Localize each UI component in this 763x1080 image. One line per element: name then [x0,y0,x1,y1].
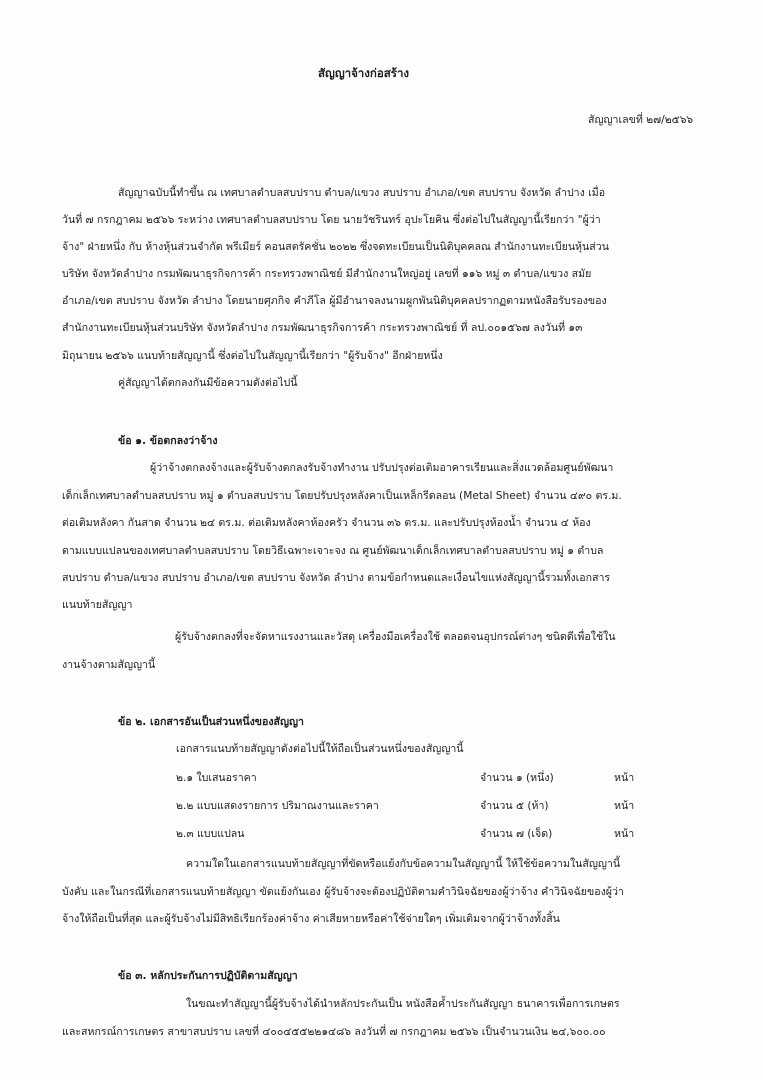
contract-number: สัญญาเลขที่ ๒๗/๒๕๖๖ [588,114,694,126]
clause2-line: บังคับ และในกรณีที่เอกสารแนบท้ายสัญญา ขัดแย้งกันเอง ผู้รับจ้างจะต้องปฏิบัติตามคำวินิจฉัยของผู้ว่าจ้าง คำวินิจฉัยของผู้ว่า [62,886,624,898]
clause3-heading: ข้อ ๓. หลักประกันการปฏิบัติตามสัญญา [118,970,298,982]
attachment-count: จำนวน ๑ (หนึ่ง) [480,772,554,784]
clause1-line: ต่อเติมหลังคา กันสาด จำนวน ๒๔ ตร.ม. ต่อเติมหลังคาห้องครัว จำนวน ๓๖ ตร.ม. และปรับปรุงห้องน้ำ จำนวน ๔ ห้อง [62,517,591,529]
attachment-unit: หน้า [614,772,635,784]
attachment-name: ๒.๑ ใบเสนอราคา [176,772,257,784]
preamble-line: จ้าง" ฝ่ายหนึ่ง กับ ห้างหุ้นส่วนจำกัด พรีเมียร์ คอนสตรัคชั่น ๒๐๒๒ ซึ่งจดทะเบียนเป็นนิติบุคคลณ สำนักงานทะเบียนหุ้นส่วน [62,241,609,253]
attachment-unit: หน้า [614,828,635,840]
clause3-line: ในขณะทำสัญญานี้ผู้รับจ้างได้นำหลักประกันเป็น หนังสือค้ำประกันสัญญา ธนาคารเพื่อการเกษตร [186,998,620,1010]
clause1-para2-line: งานจ้างตามสัญญานี้ [62,659,156,671]
clause2-line: จ้างให้ถือเป็นที่สุด และผู้รับจ้างไม่มีสิทธิเรียกร้องค่าจ้าง ค่าเสียหายหรือค่าใช้จ่ายใดๆ เพิ่มเติมจากผู้ว่าจ้างทั้งสิ้น [62,913,560,925]
document-title: สัญญาจ้างก่อสร้าง [318,66,410,80]
attachment-count: จำนวน ๗ (เจ็ด) [480,828,553,840]
clause2-intro: เอกสารแนบท้ายสัญญาดังต่อไปนี้ให้ถือเป็นส่วนหนึ่งของสัญญานี้ [176,743,464,755]
clause1-line: เด็กเล็กเทศบาลตำบลสบปราบ หมู่ ๑ ตำบลสบปราบ โดยปรับปรุงหลังคาเป็นเหล็กรีดลอน (Metal Sheet) จำนวน ๔๙๐ ตร.ม. [62,490,622,502]
preamble-line: สำนักงานทะเบียนหุ้นส่วนบริษัท จังหวัดลำปาง กรมพัฒนาธุรกิจการค้า กระทรวงพาณิชย์ ที่ ลป.๐๐๑๕๖๗ ลงวันที่ ๑๓ [62,322,583,334]
attachment-unit: หน้า [614,800,635,812]
preamble-line: มิถุนายน ๒๕๖๖ แนบท้ายสัญญานี้ ซึ่งต่อไปในสัญญานี้เรียกว่า "ผู้รับจ้าง" อีกฝ่ายหนึ่ง [62,350,443,362]
clause3-line: และสหกรณ์การเกษตร สาขาสบปราบ เลขที่ ๔๐๐๔๕๕๒๒๑๔๘๖ ลงวันที่ ๗ กรกฎาคม ๒๕๖๖ เป็นจำนวนเงิน ๒๔,๖๐๐.๐๐ [62,1026,606,1038]
attachment-name: ๒.๒ แบบแสดงรายการ ปริมาณงานและราคา [176,800,379,812]
clause2-line: ความใดในเอกสารแนบท้ายสัญญาที่ขัดหรือแย้งกับข้อความในสัญญานี้ ให้ใช้ข้อความในสัญญานี้ [186,858,621,870]
attachment-count: จำนวน ๕ (ห้า) [480,800,549,812]
clause1-line: แนบท้ายสัญญา [62,599,133,611]
preamble-line: สัญญาฉบับนี้ทำขึ้น ณ เทศบาลตำบลสบปราบ ตำบล/แขวง สบปราบ อำเภอ/เขต สบปราบ จังหวัด ลำปาง เมื่อ [118,187,606,199]
clause1-para2-line: ผู้รับจ้างตกลงที่จะจัดหาแรงงานและวัสดุ เครื่องมือเครื่องใช้ ตลอดจนอุปกรณ์ต่างๆ ชนิดดีเพื่อใช้ใน [175,631,616,643]
agreement-line: คู่สัญญาได้ตกลงกันมีข้อความดังต่อไปนี้ [118,377,298,389]
preamble-line: บริษัท จังหวัดลำปาง กรมพัฒนาธุรกิจการค้า กระทรวงพาณิชย์ มีสำนักงานใหญ่อยู่ เลขที่ ๑๑๖ หมู่ ๓ ตำบล/แขวง สมัย [62,268,592,280]
clause1-heading: ข้อ ๑. ข้อตกลงว่าจ้าง [118,435,218,447]
clause1-line: ตามแบบแปลนของเทศบาลตำบลสบปราบ โดยวิธีเฉพาะเจาะจง ณ ศูนย์พัฒนาเด็กเล็กเทศบาลตำบลสบปราบ หมู่ ๑ ตำบล [62,545,604,557]
attachment-name: ๒.๓ แบบแปลน [176,828,245,840]
clause2-heading: ข้อ ๒. เอกสารอันเป็นส่วนหนึ่งของสัญญา [118,716,304,728]
clause1-line: ผู้ว่าจ้างตกลงจ้างและผู้รับจ้างตกลงรับจ้างทำงาน ปรับปรุงต่อเติมอาคารเรียนและสิ่งแวดล้อมศูนย์พัฒนา [150,462,614,474]
clause1-line: สบปราบ ตำบล/แขวง สบปราบ อำเภอ/เขต สบปราบ จังหวัด ลำปาง ตามข้อกำหนดและเงื่อนไขแห่งสัญญานี้รวมทั้งเอกสาร [62,572,611,584]
preamble-line: วันที่ ๗ กรกฎาคม ๒๕๖๖ ระหว่าง เทศบาลตำบลสบปราบ โดย นายวัชรินทร์ อุปะโยคิน ซึ่งต่อไปในสัญญานี้เรียกว่า "ผู้ว่า [62,214,601,226]
preamble-line: อำเภอ/เขต สบปราบ จังหวัด ลำปาง โดยนายศุภกิจ คำภีโล ผู้มีอำนาจลงนามผูกพันนิติบุคคลปรากฏตามหนังสือรับรองของ [62,295,607,307]
